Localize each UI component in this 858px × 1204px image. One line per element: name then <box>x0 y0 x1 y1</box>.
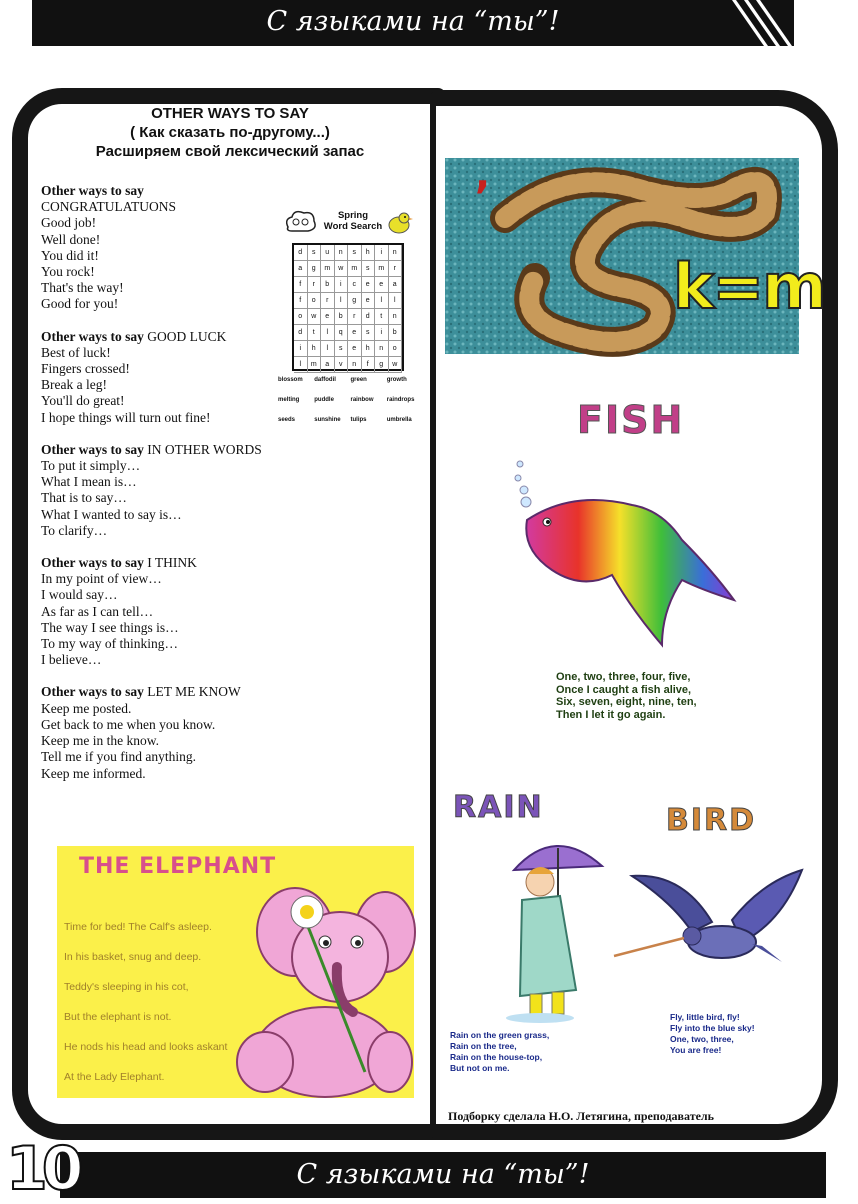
phrase-line: To my way of thinking… <box>41 636 179 652</box>
word-search-cell: n <box>335 245 349 261</box>
rain-rhyme-line: Rain on the green grass, <box>450 1030 550 1040</box>
word-search-cell: n <box>348 357 362 373</box>
word-search-word: blossom <box>278 377 303 383</box>
word-search-word: green <box>350 377 367 383</box>
word-search-cell: c <box>348 277 362 293</box>
phrase-group <box>41 684 281 781</box>
stripes-decoration-icon <box>724 0 794 46</box>
bird-rhyme-line: Fly into the blue sky! <box>670 1023 755 1033</box>
rain-rhyme-line: But not on me. <box>450 1063 510 1073</box>
word-search-cell: r <box>348 309 362 325</box>
word-search-cell: g <box>348 293 362 309</box>
word-search-cell: l <box>321 325 335 341</box>
word-search-cell: e <box>362 277 376 293</box>
phrase-line: To clarify… <box>41 522 108 538</box>
phrase-line: I believe… <box>41 652 102 668</box>
phrase-group-topic: IN OTHER WORDS <box>147 441 262 457</box>
rain-girl-illustration <box>500 830 610 1025</box>
word-search-cell: e <box>375 277 389 293</box>
top-banner-text: С языками на “ты”! <box>266 6 560 37</box>
word-search-word: sunshine <box>314 417 341 423</box>
word-search-cell: l <box>321 341 335 357</box>
phrase-group-topic: LET ME KNOW <box>147 684 241 700</box>
word-search-cell: m <box>375 261 389 277</box>
word-search-cell: e <box>321 309 335 325</box>
phrase-line: The way I see things is… <box>41 619 179 635</box>
word-search-cell: h <box>362 245 376 261</box>
bird-rhyme <box>670 1012 755 1056</box>
phrase-line: Best of luck! <box>41 344 111 360</box>
phrase-line: I would say… <box>41 587 118 603</box>
word-search-cell: l <box>335 293 349 309</box>
phrase-line: In my point of view… <box>41 571 162 587</box>
phrase-group-prefix: Other ways to say <box>41 684 144 700</box>
phrase-group-heading <box>41 442 281 458</box>
elephant-illustration <box>225 882 411 1096</box>
word-search-cell: l <box>389 293 403 309</box>
fish-rhyme <box>556 671 697 721</box>
fish-rhyme-line: Six, seven, eight, nine, ten, <box>556 696 697 708</box>
phrase-line: That is to say… <box>41 490 127 506</box>
snake-caption: k=m <box>673 250 825 323</box>
elephant-title: THE ELEPHANT <box>79 854 277 879</box>
page-title: OTHER WAYS TO SAY ( Как сказать по-другому...) Расширяем свой лексический запас <box>95 105 365 160</box>
phrase-line: You'll do great! <box>41 393 125 409</box>
word-search-cell: f <box>294 293 308 309</box>
word-search-word: umbrella <box>386 417 412 423</box>
word-search-cell: d <box>294 245 308 261</box>
word-search-word: melting <box>278 397 300 403</box>
phrase-line: That's the way! <box>41 280 124 296</box>
phrase-line: I hope things will turn out fine! <box>41 409 211 425</box>
word-search-cell: d <box>362 309 376 325</box>
phrase-list <box>41 183 281 798</box>
phrase-line: Get back to me when you know. <box>41 716 216 732</box>
phrase-line: Keep me in the know. <box>41 733 159 749</box>
word-search-cell: f <box>362 357 376 373</box>
phrase-line: Good for you! <box>41 296 119 312</box>
elephant-poem-line: At the Lady Elephant. <box>64 1071 165 1083</box>
word-search-cell: b <box>321 277 335 293</box>
rain-rhyme <box>450 1030 549 1074</box>
word-search-cell: t <box>308 325 322 341</box>
word-search-cell: d <box>294 325 308 341</box>
snake-mark: , <box>475 152 491 198</box>
bottom-banner <box>60 1152 826 1198</box>
rain-title: RAIN <box>453 790 544 825</box>
elephant-poem-line: But the elephant is not. <box>64 1011 172 1023</box>
fish-rhyme-line: One, two, three, four, five, <box>556 671 691 683</box>
elephant-poem-line: Teddy's sleeping in his cot, <box>64 981 189 993</box>
word-search-cell: e <box>348 325 362 341</box>
word-search-title: Spring Word Search <box>323 210 383 232</box>
page-number: 10 <box>6 1134 78 1204</box>
word-search-cell: u <box>321 245 335 261</box>
word-search-cell: a <box>321 357 335 373</box>
bottom-banner-text: С языками на “ты”! <box>296 1159 590 1190</box>
phrase-group-heading <box>41 183 281 215</box>
word-search-cell: o <box>308 293 322 309</box>
word-search-cell: r <box>308 277 322 293</box>
phrase-line: Tell me if you find anything. <box>41 749 197 765</box>
phrase-group-heading <box>41 555 281 571</box>
phrase-group-prefix: Other ways to say <box>41 328 144 344</box>
word-search-cell: q <box>335 325 349 341</box>
phrase-group <box>41 183 281 313</box>
bird-rhyme-line: You are free! <box>670 1045 722 1055</box>
fish-rhyme-line: Then I let it go again. <box>556 708 666 721</box>
phrase-group <box>41 442 281 539</box>
word-search-cell: w <box>335 261 349 277</box>
word-search-cell: s <box>362 325 376 341</box>
word-search-cell: m <box>308 357 322 373</box>
word-search-cell: a <box>389 277 403 293</box>
bird-rhyme-line: Fly, little bird, fly! <box>670 1012 740 1022</box>
elephant-poem-line: Time for bed! The Calf's asleep. <box>64 921 212 933</box>
word-search-cell: v <box>335 357 349 373</box>
word-search-word: seeds <box>278 417 296 423</box>
word-search-cell: l <box>294 357 308 373</box>
word-search-cell: s <box>308 245 322 261</box>
word-search-word: growth <box>386 377 407 383</box>
word-search-cell: g <box>308 261 322 277</box>
phrase-line: Break a leg! <box>41 377 107 393</box>
word-search-cell: s <box>362 261 376 277</box>
cloud-icon <box>282 207 318 237</box>
word-search-cell: o <box>389 341 403 357</box>
word-search-cell: a <box>294 261 308 277</box>
phrase-line: Fingers crossed! <box>41 361 130 377</box>
word-search-cell: e <box>348 341 362 357</box>
word-search-cell: i <box>294 341 308 357</box>
word-search-cell: i <box>375 245 389 261</box>
word-search-cell: n <box>389 245 403 261</box>
bird-illustration <box>612 862 808 972</box>
word-search-cell: o <box>294 309 308 325</box>
phrase-group-heading <box>41 684 281 700</box>
phrase-group-prefix: Other ways to say <box>41 183 144 198</box>
word-search-grid <box>292 243 404 371</box>
word-search-cell: w <box>389 357 403 373</box>
elephant-poem <box>64 912 234 1092</box>
word-search-cell: i <box>375 325 389 341</box>
word-search-cell: t <box>375 309 389 325</box>
phrase-group-heading <box>41 329 281 345</box>
top-banner <box>32 0 794 46</box>
phrase-line: What I mean is… <box>41 474 137 490</box>
word-search-cell: g <box>375 357 389 373</box>
phrase-group-topic: GOOD LUCK <box>147 328 227 344</box>
elephant-poem-line: In his basket, snug and deep. <box>64 951 202 963</box>
word-search-cell: l <box>375 293 389 309</box>
word-search-cell: m <box>321 261 335 277</box>
word-search-cell: f <box>294 277 308 293</box>
rain-rhyme-line: Rain on the tree, <box>450 1041 517 1051</box>
word-search-cell: n <box>389 309 403 325</box>
word-search-cell: w <box>308 309 322 325</box>
word-search-words <box>278 377 423 423</box>
word-search-word: rainbow <box>350 397 374 403</box>
word-search-cell: b <box>389 325 403 341</box>
phrase-group-topic: CONGRATULATUONS <box>41 199 177 215</box>
word-search-word: raindrops <box>386 397 415 403</box>
bird-title: BIRD <box>666 803 757 838</box>
word-search-cell: r <box>321 293 335 309</box>
phrase-group <box>41 329 281 426</box>
fish-illustration <box>512 460 742 655</box>
word-search-cell: h <box>308 341 322 357</box>
word-search-cell: r <box>389 261 403 277</box>
word-search-cell: h <box>362 341 376 357</box>
phrase-line: As far as I can tell… <box>41 603 154 619</box>
phrase-line: Good job! <box>41 215 97 231</box>
word-search-cell: b <box>335 309 349 325</box>
phrase-group-prefix: Other ways to say <box>41 441 144 457</box>
phrase-line: You did it! <box>41 247 99 263</box>
word-search-cell: i <box>335 277 349 293</box>
phrase-group <box>41 555 281 668</box>
word-search-cell: s <box>348 245 362 261</box>
bird-rhyme-line: One, two, three, <box>670 1034 734 1044</box>
elephant-panel <box>57 846 414 1098</box>
phrase-line: You rock! <box>41 264 95 280</box>
phrase-line: Keep me informed. <box>41 765 146 781</box>
phrase-group-topic: I THINK <box>147 555 197 571</box>
phrase-line: To put it simply… <box>41 458 141 474</box>
word-search-word: daffodil <box>314 377 336 383</box>
credit-line: Подборку сделала Н.О. Летягина, преподаватель <box>448 1109 714 1123</box>
snake-illustration <box>445 152 825 354</box>
phrase-line: Well done! <box>41 231 101 247</box>
phrase-group-prefix: Other ways to say <box>41 555 144 571</box>
elephant-poem-line: He nods his head and looks askant <box>64 1041 228 1053</box>
word-search-word: puddle <box>314 397 334 403</box>
phrase-line: What I wanted to say is… <box>41 506 182 522</box>
word-search-cell: s <box>335 341 349 357</box>
chick-icon <box>384 207 414 237</box>
fish-title: FISH <box>577 398 685 442</box>
phrase-line: Keep me posted. <box>41 700 132 716</box>
word-search-cell: e <box>362 293 376 309</box>
fish-rhyme-line: Once I caught a fish alive, <box>556 683 692 696</box>
rain-rhyme-line: Rain on the house-top, <box>450 1052 543 1062</box>
word-search <box>278 205 423 435</box>
word-search-cell: m <box>348 261 362 277</box>
word-search-cell: n <box>375 341 389 357</box>
word-search-word: tulips <box>350 417 367 423</box>
